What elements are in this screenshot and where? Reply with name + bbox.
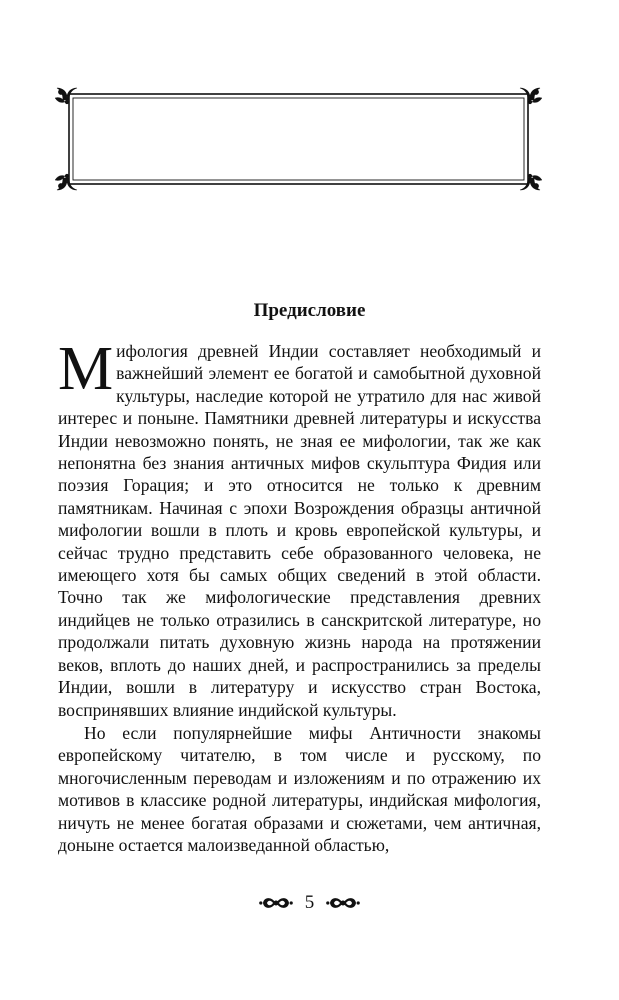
- drop-cap: М: [58, 335, 114, 403]
- paragraph: [58, 335, 541, 721]
- fleuron-icon: [259, 894, 293, 912]
- body-text: [58, 335, 541, 856]
- fleuron-icon: [326, 894, 360, 912]
- paragraph: Но если популярнейшие мифы Античности знакомы европейскому читателю, в том числе и русскому, по многочисленным переводам и изложениям и по отражению их мотивов в классике родной литературы, индийская мифология, ничуть не менее богатая образами и сюжетами, чем античная, доныне остается малоизведанной областью,: [58, 722, 541, 855]
- page-footer: [0, 888, 619, 918]
- paragraph-text: ифология древней Индии составляет необходимый и важнейший элемент ее богатой и самобытной духовной культуры, наследие которой не утратило для нас живой интерес и поныне. Памятники древней литературы и искусства Индии невозможно понять, не зная ее мифологии, так же как непонятна без знания античных мифов скульптура Фидия или поэзия Горация; и это относится не только к древним памятникам. Начиная с эпохи Возрождения образцы античной мифологии вошли в плоть и кровь европейской культуры, и сейчас трудно представить себе образованного человека, не имеющего хотя бы самых общих сведений в этой области. Точно так же мифологические представления древних индийцев не только отразились в санскритской литературе, но продолжали питать духовную жизнь народа на протяжении веков, вплоть до наших дней, и распространились за пределы Индии, вошли в литературу и искусство стран Востока, воспринявших влияние индийской культуры.: [58, 341, 541, 720]
- page-number: 5: [304, 892, 315, 913]
- section-title: Предисловие: [253, 300, 366, 321]
- ornamental-frame-icon: [55, 86, 542, 192]
